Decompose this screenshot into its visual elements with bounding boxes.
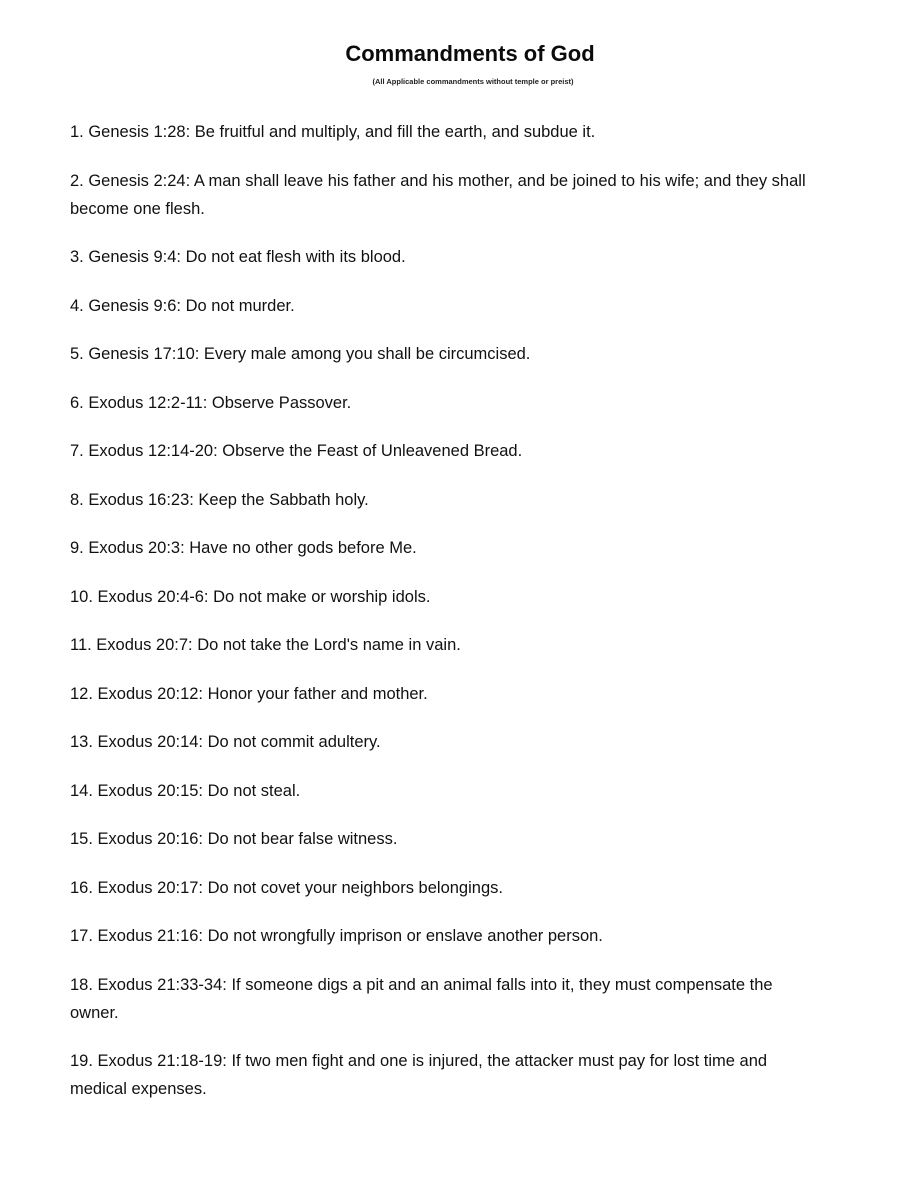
list-item: 6. Exodus 12:2-11: Observe Passover. [70, 393, 352, 412]
list-item: 1. Genesis 1:28: Be fruitful and multiply, and fill the earth, and subdue it. [70, 123, 596, 141]
list-item: 10. Exodus 20:4-6: Do not make or worship idols. [70, 587, 431, 606]
list-item: 3. Genesis 9:4: Do not eat flesh with its blood. [70, 248, 406, 266]
list-item: 11. Exodus 20:7: Do not take the Lord's name in vain. [70, 636, 461, 654]
list-item: 15. Exodus 20:16: Do not bear false witness. [70, 830, 398, 848]
list-item: 14. Exodus 20:15: Do not steal. [70, 781, 301, 800]
commandment-list [70, 118, 810, 1124]
list-item: 17. Exodus 21:16: Do not wrongfully imprison or enslave another person. [70, 927, 603, 945]
list-item: 19. Exodus 21:18-19: If two men fight and one is injured, the attacker must pay for lost time and medical expenses. [70, 1052, 768, 1098]
list-item: 5. Genesis 17:10: Every male among you shall be circumcised. [70, 345, 531, 363]
list-item: 13. Exodus 20:14: Do not commit adultery. [70, 733, 381, 751]
list-item: 7. Exodus 12:14-20: Observe the Feast of Unleavened Bread. [70, 442, 523, 460]
page-subtitle: (All Applicable commandments without temple or preist) [372, 77, 574, 86]
list-item: 18. Exodus 21:33-34: If someone digs a pit and an animal falls into it, they must compensate the owner. [70, 975, 773, 1022]
page-title: Commandments of God [345, 41, 595, 66]
list-item: 2. Genesis 2:24: A man shall leave his father and his mother, and be joined to his wife; and they shall become one flesh. [70, 171, 806, 218]
list-item: 8. Exodus 16:23: Keep the Sabbath holy. [70, 490, 369, 509]
list-item: 4. Genesis 9:6: Do not murder. [70, 296, 295, 315]
list-item: 9. Exodus 20:3: Have no other gods before Me. [70, 539, 417, 557]
list-item: 12. Exodus 20:12: Honor your father and mother. [70, 684, 428, 703]
list-item: 16. Exodus 20:17: Do not covet your neighbors belongings. [70, 878, 503, 897]
